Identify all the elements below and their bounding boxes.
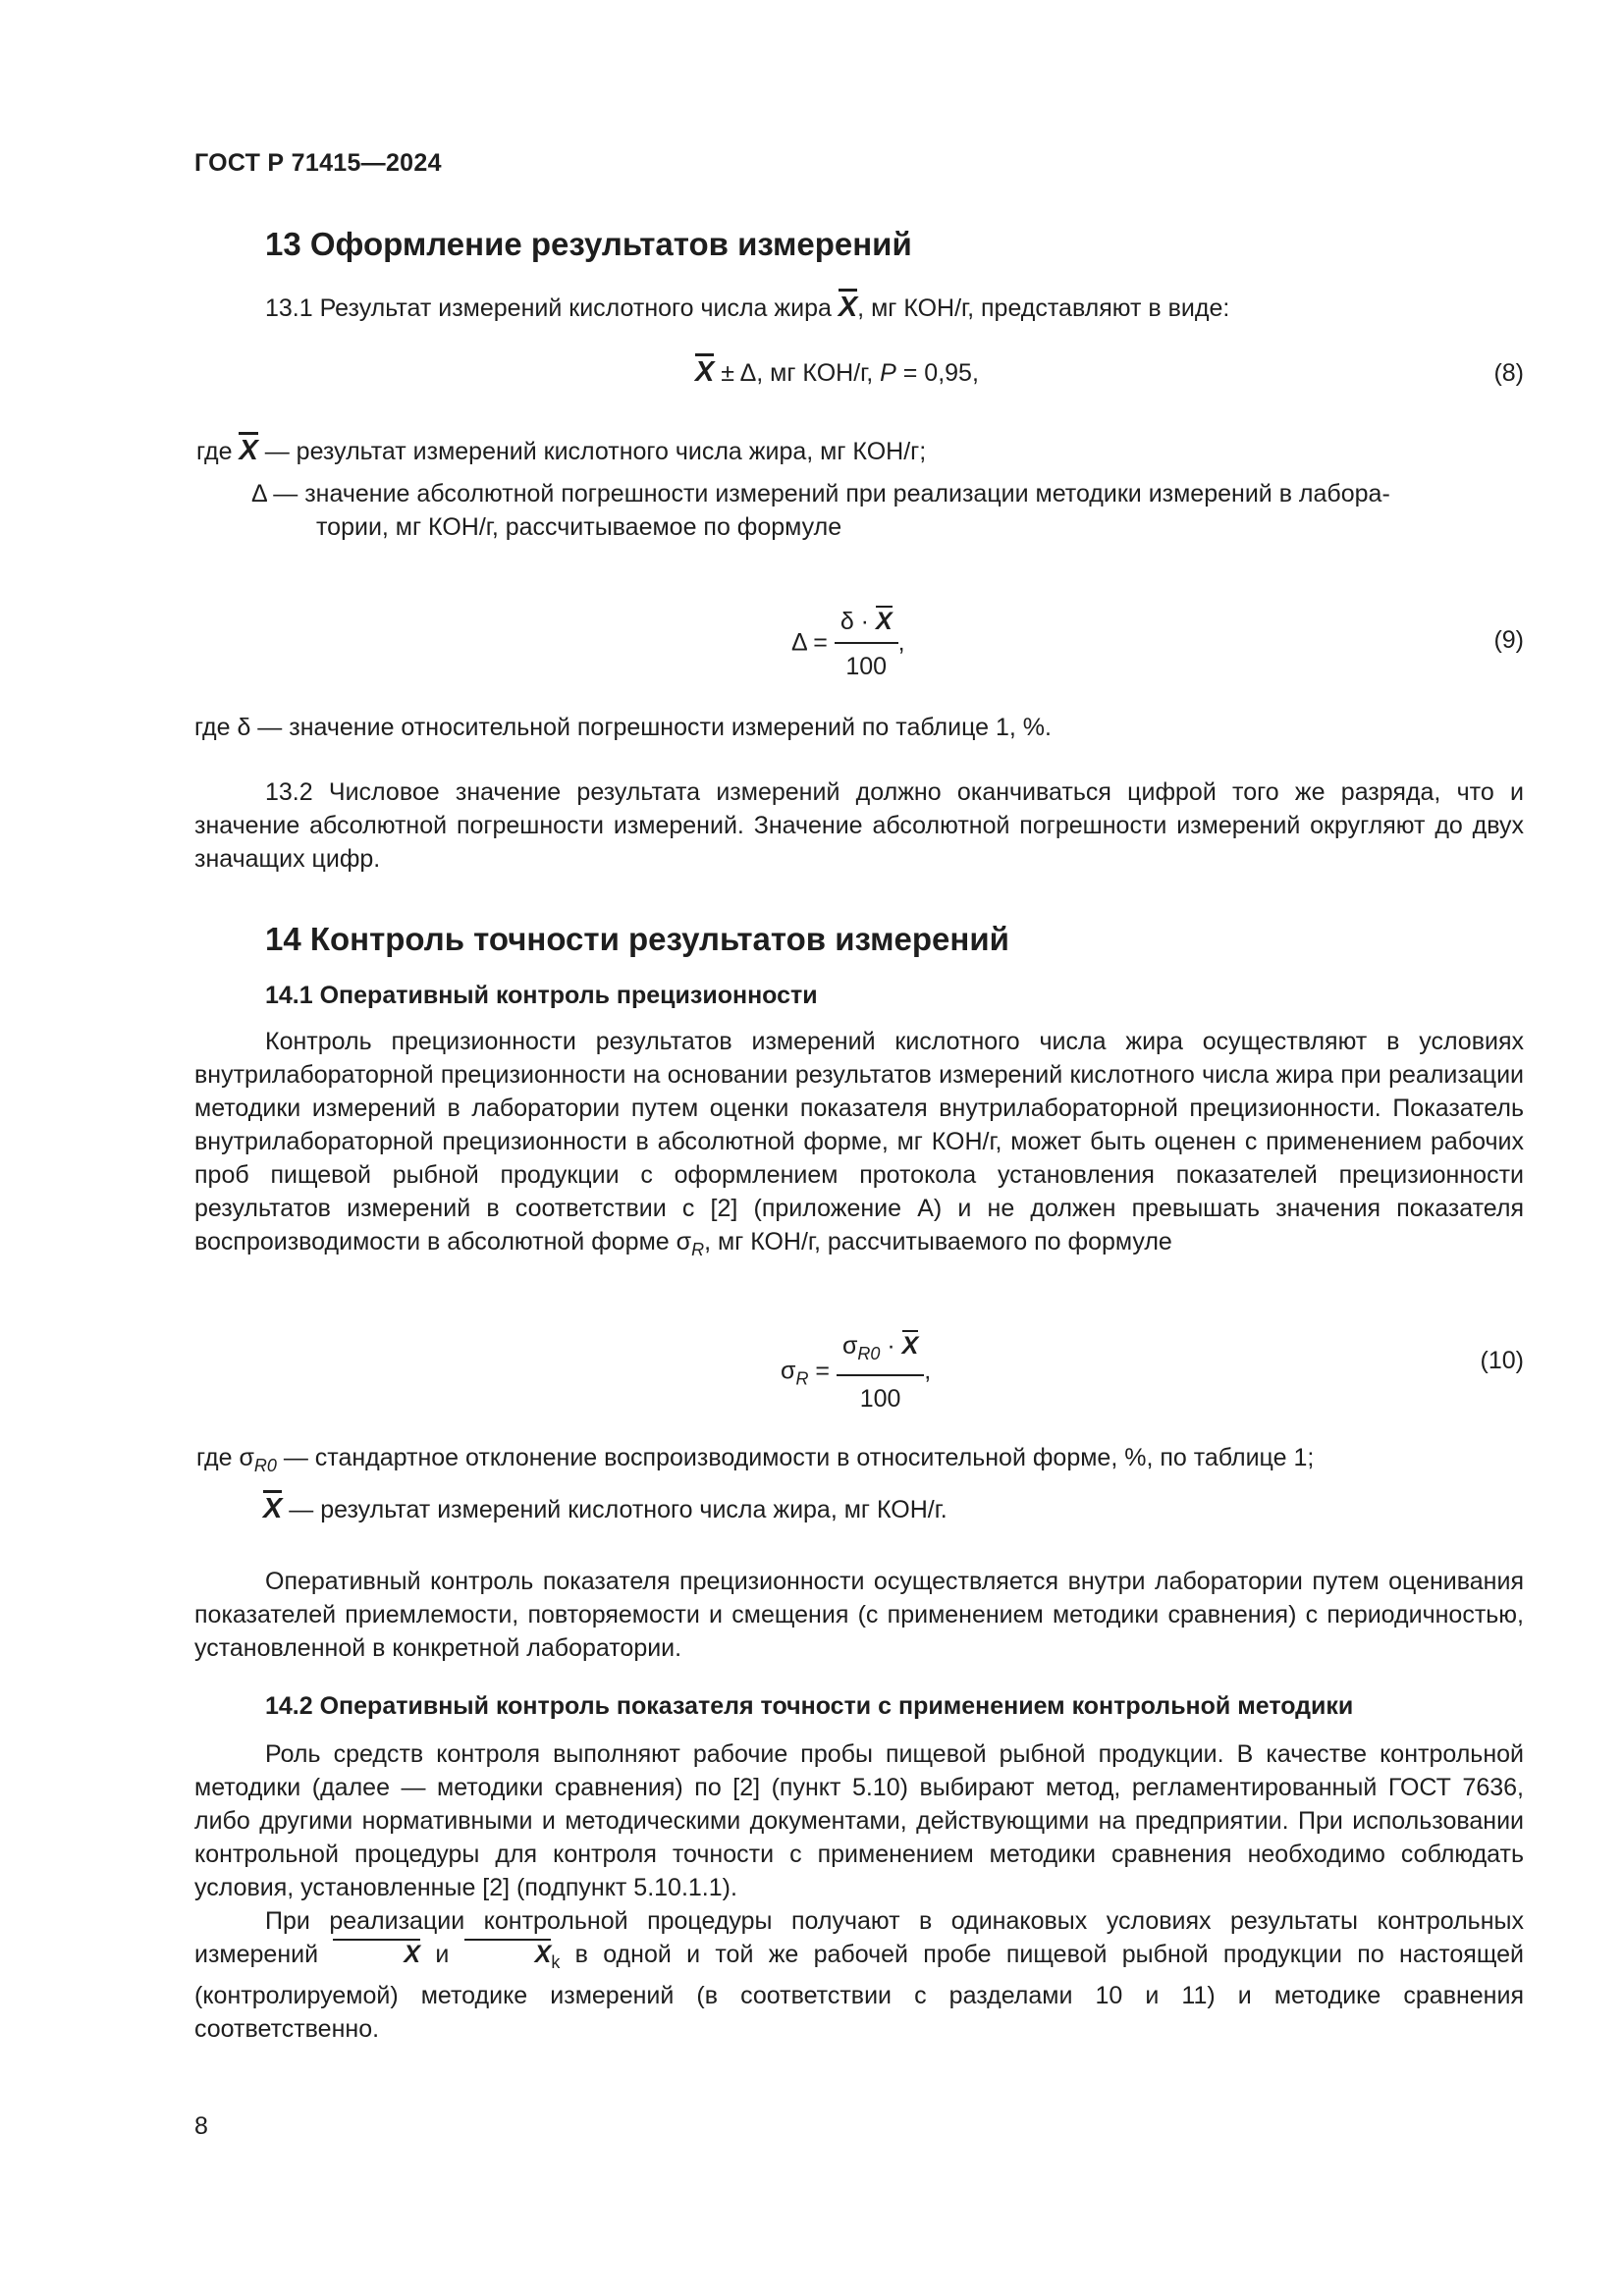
sigma-symbol: σ bbox=[239, 1444, 254, 1471]
f10-numerator: $\sigma_{R0} \cdot X$ bbox=[837, 1329, 924, 1376]
equation-number-10: (10) bbox=[1480, 1347, 1524, 1374]
x-bar-symbol: X bbox=[239, 432, 257, 465]
f9-numerator: δ · X bbox=[835, 605, 898, 644]
where-x bbox=[196, 432, 926, 468]
x-bar-symbol: X bbox=[839, 289, 857, 322]
formula-8 bbox=[695, 353, 979, 390]
p131-text-a: 13.1 Результат измерений кислотного числа жира bbox=[265, 294, 839, 322]
delta-symbol: Δ bbox=[739, 359, 757, 387]
subsection-14-2-title: 14.2 Оперативный контроль показателя точности с применением контрольной методики bbox=[265, 1692, 1354, 1720]
x-bar-symbol: X bbox=[875, 608, 893, 635]
x-bar-k-symbol: X bbox=[464, 1939, 552, 1967]
page-number: 8 bbox=[194, 2112, 208, 2140]
delta-symbol: Δ bbox=[251, 480, 267, 507]
formula-9: Δ = $\frac{\delta \cdot X}{100}$ , bbox=[791, 605, 905, 683]
paragraph-14-2-b: При реализации контрольной процедуры получают в одинаковых условиях результаты контрольных измерений X и $X_k$ в одной и той же рабочей пробе пищевой рыбной продукции по настоящей (контролируемой) методике измерений (в соответствии с разделами 10 и 11) и методике сравнения соответственно. bbox=[194, 1907, 1524, 2043]
f9-lhs: Δ = bbox=[791, 628, 835, 657]
equation-number-8: (8) bbox=[1493, 359, 1524, 387]
x-bar-symbol: X bbox=[901, 1332, 919, 1360]
f9-fraction bbox=[835, 605, 898, 683]
small-delta-symbol: δ bbox=[237, 714, 251, 741]
where-delta-cont: тории, мг КОН/г, рассчитываемое по формуле bbox=[316, 513, 842, 541]
sigma-symbol: σ bbox=[676, 1228, 692, 1255]
where-label: где bbox=[196, 438, 240, 465]
section-13-title: 13 Оформление результатов измерений bbox=[265, 226, 912, 262]
paragraph-14-1-control: Оперативный контроль показателя прецизионности осуществляется внутри лаборатории путем оценивания показателей приемлемости, повторяемости и смещения (с применением методики сравнения) с периодичностью, установленной в конкретной лаборатории. bbox=[194, 1568, 1524, 1662]
where-delta-text: — значение абсолютной погрешности измерений при реализации методики измерений в лабора- bbox=[266, 480, 1390, 507]
plus-minus: ± bbox=[714, 359, 740, 387]
where-sigma-r0: где $\sigma_{R0}$ — стандартное отклонение воспроизводимости в относительной форме, %, по таблице 1; bbox=[196, 1444, 1315, 1475]
f8-unit: , мг КОН/г, bbox=[756, 359, 881, 387]
x-bar-symbol: X bbox=[333, 1939, 420, 1967]
where-x-2: X — результат измерений кислотного числа жира, мг КОН/г. bbox=[263, 1490, 947, 1526]
paragraph-13-2: 13.2 Числовое значение результата измерений должно оканчиваться цифрой того же разряда, что и значение абсолютной погрешности измерений. Значение абсолютной погрешности измерений округляют до двух значащих цифр. bbox=[194, 778, 1524, 873]
x-bar-symbol: X bbox=[695, 353, 714, 387]
subsection-14-1-title: 14.1 Оперативный контроль прецизионности bbox=[265, 982, 818, 1009]
document-code: ГОСТ Р 71415—2024 bbox=[194, 149, 442, 177]
f8-value: = 0,95, bbox=[895, 359, 979, 387]
paragraph-13-1 bbox=[265, 289, 1229, 325]
paragraph-14-2-a: Роль средств контроля выполняют рабочие пробы пищевой рыбной продукции. В качестве контрольной методики (далее — методики сравнения) по [2] (пункт 5.10) выбирают метод, регламентированный ГОСТ 7636, либо другими нормативными и методическими документами, действующими на предприятии. При использовании контрольной процедуры для контроля точности с применением методики сравнения необходимо соблюдать условия, установленные [2] (подпункт 5.10.1.1). bbox=[194, 1740, 1524, 1901]
section-14-title: 14 Контроль точности результатов измерений bbox=[265, 921, 1009, 957]
paragraph-14-1: Контроль прецизионности результатов измерений кислотного числа жира осуществляют в условиях внутрилабораторной прецизионности на основании результатов измерений кислотного числа жира при реализации методики измерений в лаборатории путем оценки показателя внутрилабораторной прецизионности. Показатель внутрилабораторной прецизионности в абсолютной форме, мг КОН/г, может быть оценен с применением рабочих проб пищевой рыбной продукции с оформлением протокола установления показателей прецизионности результатов измерений в соответствии с [2] (приложение А) и не должен превышать значения показателя воспроизводимости в абсолютной форме $\sigma_R$, мг КОН/г, рассчитываемого по формуле bbox=[194, 1028, 1524, 1259]
formula-10: $\sigma_R$ = $\frac{\sigma_{R0} \cdot X}{100}$ , bbox=[781, 1329, 931, 1415]
f8-p: P bbox=[880, 359, 896, 387]
f10-denominator: 100 bbox=[859, 1385, 901, 1413]
where-x-text: — результат измерений кислотного числа жира, мг КОН/г; bbox=[257, 438, 927, 465]
x-bar-symbol: X bbox=[263, 1490, 282, 1523]
equation-number-9: (9) bbox=[1493, 626, 1524, 654]
f9-denominator: 100 bbox=[845, 653, 888, 680]
p131-text-b: , мг КОН/г, представляют в виде: bbox=[857, 294, 1230, 322]
f10-fraction bbox=[837, 1329, 924, 1415]
where-delta bbox=[251, 477, 1524, 510]
sigma-symbol: σ bbox=[781, 1357, 796, 1385]
where-small-delta: где δ — значение относительной погрешности измерений по таблице 1, %. bbox=[194, 714, 1052, 741]
